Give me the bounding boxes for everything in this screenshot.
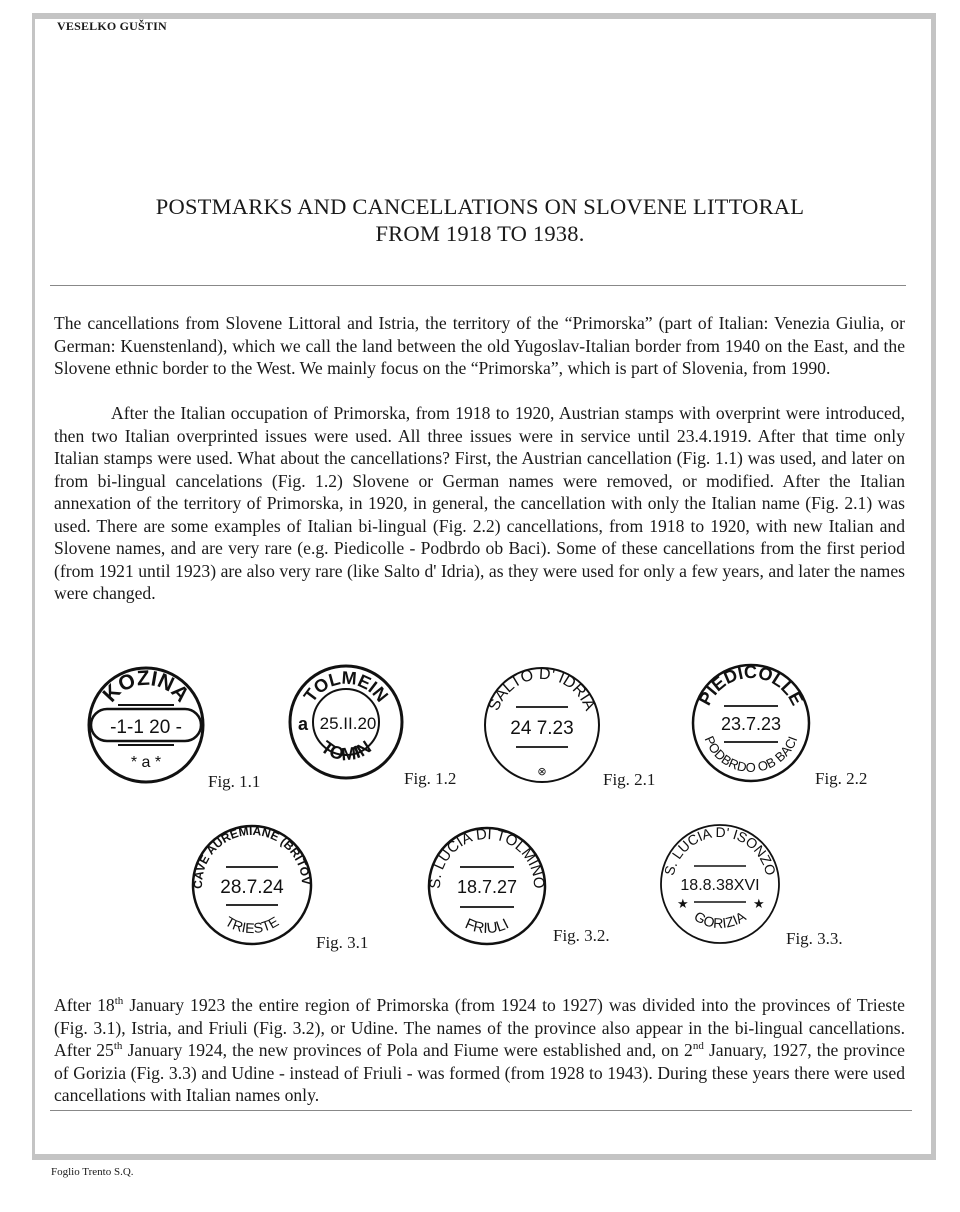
fig-2-2-bottom-text: PODBRDO OB BACI (701, 733, 801, 776)
fig-1-1-top-text: KOZINA (98, 666, 194, 707)
fig-3-2-caption: Fig. 3.2. (553, 926, 610, 945)
postmark-fig-3-1 (190, 823, 314, 947)
fig-1-2-bottom-text: TOMIN (317, 736, 375, 765)
postmark-fig-1-2 (286, 662, 406, 782)
fig-2-1-date: 24 7.23 (510, 718, 574, 739)
fig-3-2-top-text: S. LUCIA DI TOLMINO (426, 825, 548, 890)
fig-2-1-top-text: SALTO D' IDRIA (485, 665, 599, 714)
fig-3-3-date: 18.8.38XVI (680, 877, 760, 894)
fig-1-1-bottom-text: * a * (130, 754, 162, 771)
publisher-footer: Foglio Trento S.Q. (51, 1166, 134, 1178)
star-icon: ★ (677, 896, 689, 911)
fig-1-2-letter: a (298, 714, 309, 734)
bottom-rule (50, 1110, 912, 1111)
postmark-fig-3-3 (658, 822, 782, 946)
postmark-fig-2-1 (482, 665, 602, 785)
fig-3-1-bottom-text: TRIESTE (222, 913, 282, 937)
postmark-fig-3-2 (426, 825, 548, 947)
fig-1-1-date: -1-1 20 - (110, 717, 182, 738)
fig-2-2-date: 23.7.23 (720, 714, 782, 734)
intro-paragraph-1: The cancellations from Slovene Littoral and Istria, the territory of the “Primorska” (part of Italian: Venezia Giulia, or German: Kuenstenland), which we call the land between the old Yugoslav-Italian border from 1940 on the East, and the Slovene ethnic border to the West. We mainly focus on the “Primorska”, which is part of Slovenia, from 1990. (54, 313, 905, 378)
fig-3-1-date: 28.7.24 (220, 877, 284, 898)
fig-3-2-bottom-text: FRIULI (462, 915, 512, 938)
fig-2-2-top-text: PIEDICOLLE (694, 662, 808, 709)
title-line-1: POSTMARKS AND CANCELLATIONS ON SLOVENE LITTORAL (155, 194, 805, 219)
fig-3-3-bottom-text: GORIZIA (691, 907, 749, 932)
fig-3-3-caption: Fig. 3.3. (786, 929, 843, 948)
intro-paragraph-2: After the Italian occupation of Primorska, from 1918 to 1920, Austrian stamps with overprint were introduced, then two Italian overprinted issues were used. All three issues were in service until 23.4.1919. After that time only Italian stamps were used. What about the cancellations? First, the Austrian cancellation (Fig. 1.1) was used, and later on from bi-lingual cancelations (Fig. 1.2) Slovene or German names were removed, or modified. After the Italian annexation of the territory of Primorska, in 1920, in general, the cancellation with only the Italian name (Fig. 2.1) was used. There are some examples of Italian bi-lingual (Fig. 2.2) cancellations, from 1918 to 1920, with new Italian and Slovene names, and are very rare (e.g. Piedicolle - Podbrdo ob Baci). Some of these cancellations from the first period (from 1921 until 1923) are also very rare (like Salto d' Idria), as they were used for only a few years, and later the names were changed. (54, 403, 905, 603)
fig-3-2-date: 18.7.27 (456, 877, 518, 897)
fig-2-2-caption: Fig. 2.2 (815, 769, 868, 788)
fig-3-1-top-text: CAVE AUREMIANE (BRITOV (190, 823, 314, 889)
fig-3-1-caption: Fig. 3.1 (316, 933, 369, 952)
star-icon: ★ (753, 896, 765, 911)
postmark-fig-2-2 (690, 662, 812, 784)
fig-1-2-caption: Fig. 1.2 (404, 769, 457, 788)
outro-paragraph: After 18th January 1923 the entire region of Primorska (from 1924 to 1927) was divided into the provinces of Trieste (Fig. 3.1), Istria, and Friuli (Fig. 3.2), or Udine. The names of the province also appear in the bi-lingual cancellations. After 25th January 1924, the new provinces of Pola and Fiume were established and, on 2nd January, 1927, the province of Gorizia (Fig. 3.3) and Udine - instead of Friuli - was formed (from 1928 to 1943). During these years there were used cancellations with Italian names only. (54, 995, 905, 1105)
top-rule (50, 285, 906, 286)
author-name: VESELKO GUŠTIN (57, 19, 167, 33)
postmark-fig-1-1 (86, 665, 206, 785)
fig-3-3-top-text: S. LUCIA D' ISONZO (660, 823, 780, 878)
fig-1-1-caption: Fig. 1.1 (208, 772, 261, 791)
fig-1-2-top-text: TOLMEIN (299, 667, 393, 706)
fig-2-1-caption: Fig. 2.1 (603, 770, 656, 789)
fig-1-2-date: 25.II.20 (319, 714, 377, 733)
title-line-2: FROM 1918 TO 1938. (375, 221, 585, 246)
fig-2-1-bottom-mark: ⊗ (537, 766, 547, 778)
